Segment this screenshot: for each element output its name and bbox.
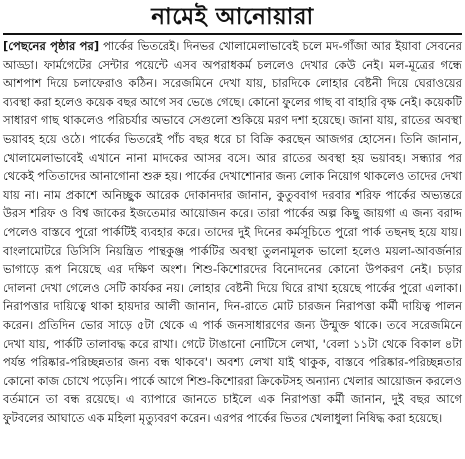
article-body <box>3 37 462 427</box>
headline-divider <box>3 33 462 35</box>
article-lead-in: [পেছনের পৃষ্ঠার পর] <box>3 39 100 53</box>
article-body-text: পার্কের ভিতরেই। দিনভর খোলামেলাভাবেই চলে মদ-গাঁজা আর ইয়াবা সেবনের আড্ডা। ফার্মগেটের সেন্টার পয়েন্টে এসব অপরাধকর্ম চললেও দেখার কেউ নেই। মল-মূত্রের গন্ধে আশপাশ দিয়ে চলাফেরাও কঠিন। সরেজমিনে দেখা যায়, চারদিকে লোহার বেষ্টনী দিয়ে ঘেরাওয়ের ব্যবস্থা করা হলেও কয়েক বছর আগে সব ভেঙে গেছে। কোনো ফুলের গাছ বা বাহারি বৃক্ষ নেই। কয়েকটি সাধারণ গাছ থাকলেও পরিচর্যার অভাবে সেগুলো শুকিয়ে মরণ দশা হয়েছে। জানা যায়, রাতের অবস্থা ভয়াবহ হয়ে ওঠে। পার্কের ভিতরেই পাঁচ বছর ধরে চা বিক্রি করছেন আজগর হোসেন। তিনি জানান, খোলামেলাভাবেই এখানে নানা মাদকের আসর বসে। আর রাতের অবস্থা হয় ভয়াবহ। সন্ধ্যার পর থেকেই পতিতাদের আনাগোনা শুরু হয়। পার্কের দেখাশোনার জন্য লোক নিয়োগ থাকলেও তাদের দেখা যায় না। নাম প্রকাশে অনিচ্ছুক আরেক দোকানদার জানান, কুতুববাগ দরবার শরিফ পার্কের অভ্যন্তরে উরস শরিফ ও বিশ্ব জাকের ইজতেমার আয়োজন করে। তারা পার্কের অল্প কিছু জায়গা এ জন্য বরাদ্দ পেলেও বাস্তবে পুরো পার্কটিই ব্যবহার করে। তাদের দুই দিনের কর্মসূচিতে পুরো পার্ক তছনছ হয়ে যায়। বাংলামোটরে ডিসিসি নিয়ন্ত্রিত পান্থকুঞ্জ পার্কটির অবস্থা তুলনামূলক ভালো হলেও ময়লা-আবর্জনার ভাগাড়ে রূপ নিয়েছে এর দক্ষিণ অংশ। শিশু-কিশোরদের বিনোদনের কোনো উপকরণ নেই। চড়ার দোলনা দেখা গেলেও সেটি কার্যকর নয়। লোহার বেষ্টনী দিয়ে ঘিরে রাখা হয়েছে পার্কের পুরো এলাকা। নিরাপত্তার দায়িত্বে থাকা হায়দার আলী জানান, দিন-রাতে মোট চারজন নিরাপত্তা কর্মী দায়িত্ব পালন করেন। প্রতিদিন ভোর সাড়ে ৫টা থেকে এ পার্ক জনসাধারণের জন্য উন্মুক্ত থাকে। তবে সরেজমিনে দেখা যায়, পার্কটি তালাবদ্ধ করে রাখা। গেটে টাঙানো নোটিসে লেখা, 'বেলা ১১টা থেকে বিকাল ৪টা পর্যন্ত পরিষ্কার-পরিচ্ছন্নতার জন্য বন্ধ থাকবে'। অবশ্য লেখা যাই থাকুক, বাস্তবে পরিষ্কার-পরিচ্ছন্নতার কোনো কাজ চোখে পড়েনি। পার্কে আগে শিশু-কিশোররা ক্রিকেটসহ অন্যান্য খেলার আয়োজন করলেও বর্তমানে তা বন্ধ রয়েছে। এ ব্যাপারে জানতে চাইলে এক নিরাপত্তা কর্মী জানান, দুই বছর আগে ফুটবলের আঘাতে এক মহিলা মৃত্যুবরণ করেন। এরপর পার্কের ভিতর খেলাধুলা নিষিদ্ধ করা হয়েছে। <box>3 39 463 425</box>
article-headline: নামেই আনোয়ারা <box>151 4 314 30</box>
